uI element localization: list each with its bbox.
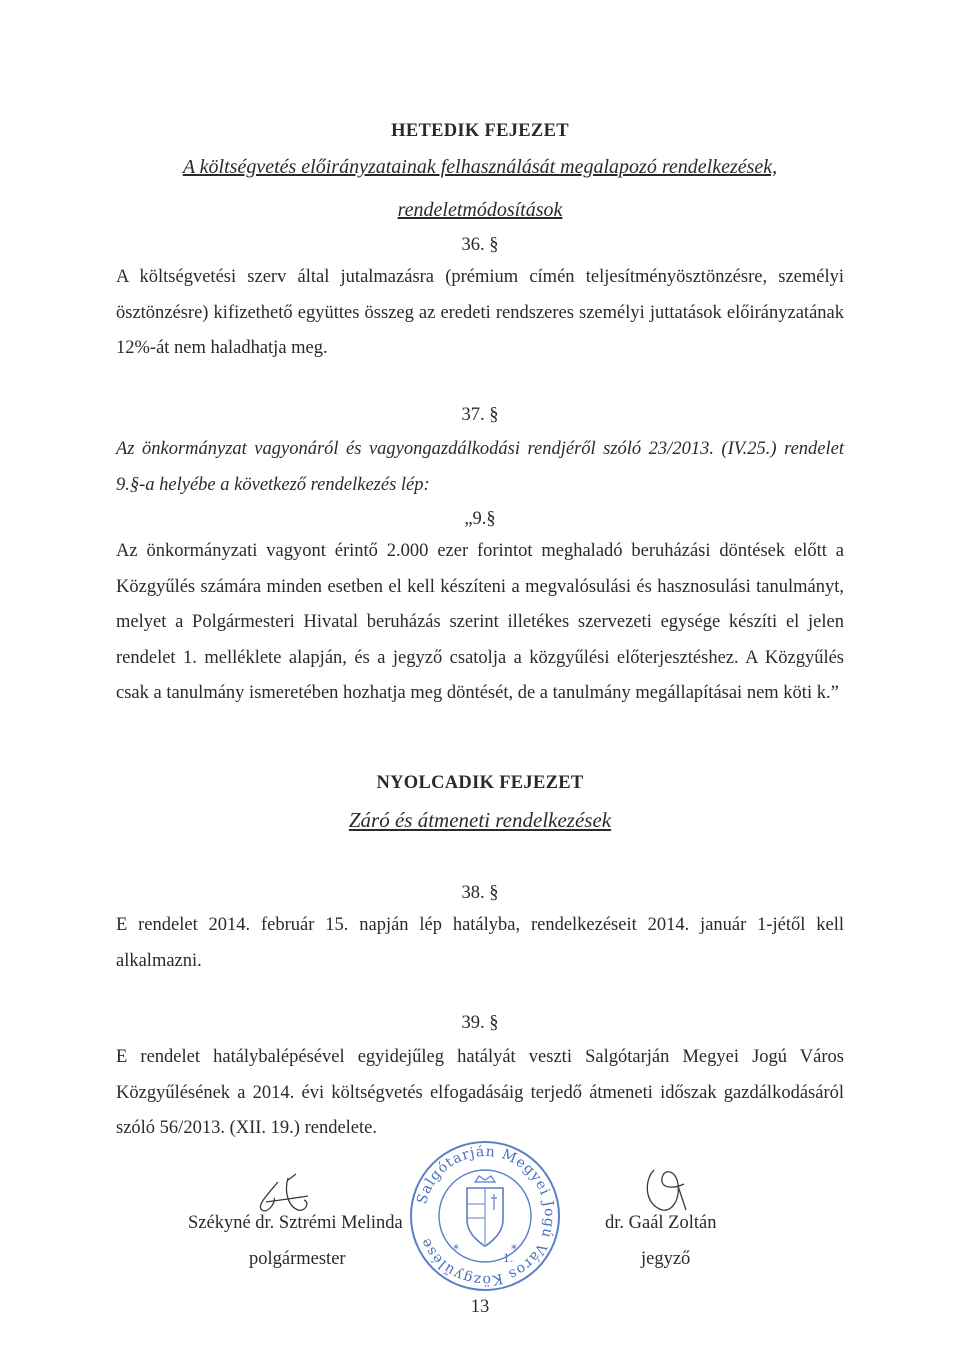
section-37-number: 37. § [461, 405, 499, 425]
section-36-number: 36. § [461, 235, 499, 255]
notary-signature-image [640, 1160, 710, 1220]
section-38-text: E rendelet 2014. február 15. napján lép hatályba, rendelkezéseit 2014. január 1-jétől kell alkalmazni. [116, 915, 844, 971]
section-38-number: 38. § [461, 883, 499, 903]
chapter-7-heading: HETEDIK FEJEZET [391, 121, 569, 141]
notary-name: dr. Gaál Zoltán [605, 1213, 717, 1233]
section-36-text: A költségvetési szerv által jutalmazásra (prémium címén teljesítményösztönzésre, személyi ösztönzésre) kifizethető együttes összeg az eredeti rendszeres személyi juttatások előirányzatának 12%-át nem haladhatja meg. [116, 267, 844, 358]
notary-title: jegyző [641, 1249, 691, 1269]
chapter-8-subtitle: Záró és átmeneti rendelkezések [348, 808, 612, 832]
chapter-7-subtitle-line1: A költségvetés előirányzatainak felhasználását megalapozó rendelkezések, [182, 156, 778, 178]
quoted-section-9-text: Az önkormányzati vagyont érintő 2.000 ezer forintot meghaladó beruházási döntések előtt a Közgyűlés számára minden esetben el kell készíteni a megvalósulási és hasznosulási tanulmányt, melyet a Polgármesteri Hivatal beruházás szerint illetékes szervezeti egysége készíti el jelen rendelet 1. melléklete alapján, és a jegyző csatolja a közgyűlési előterjesztéshez. A Közgyűlés csak a tanulmány ismeretében hozhatja meg döntését, de a tanulmány megállapításai nem köti k.” [116, 541, 844, 703]
chapter-7-subtitle-line2: rendeletmódosítások [397, 199, 563, 221]
svg-text:Salgótarján Megyei Jogú Város: Salgótarján Megyei Jogú Város Közgyűlése [414, 1143, 558, 1289]
official-stamp-seal [407, 1138, 563, 1294]
chapter-8-heading: NYOLCADIK FEJEZET [376, 773, 584, 793]
section-37-intro: Az önkormányzat vagyonáról és vagyongazdálkodási rendjéről szóló 23/2013. (IV.25.) rendelet 9.§-a helyébe a következő rendelkezés lép: [116, 439, 844, 495]
mayor-name: Székyné dr. Sztrémi Melinda [188, 1213, 403, 1233]
mayor-title: polgármester [249, 1249, 346, 1269]
quoted-section-9-number: „9.§ [464, 509, 496, 529]
svg-text:*: * [453, 1242, 459, 1256]
stamp-number: 1. [503, 1252, 514, 1265]
section-39-text: E rendelet hatálybalépésével egyidejűleg hatályát veszti Salgótarján Megyei Jogú Város Közgyűlésének a 2014. évi költségvetés elfogadásáig terjedő átmeneti időszak gazdálkodásáról szóló 56/2013. (XII. 19.) rendelete. [116, 1047, 844, 1138]
section-39-number: 39. § [461, 1013, 499, 1033]
svg-text:*: * [511, 1242, 517, 1256]
page-number: 13 [470, 1297, 490, 1317]
